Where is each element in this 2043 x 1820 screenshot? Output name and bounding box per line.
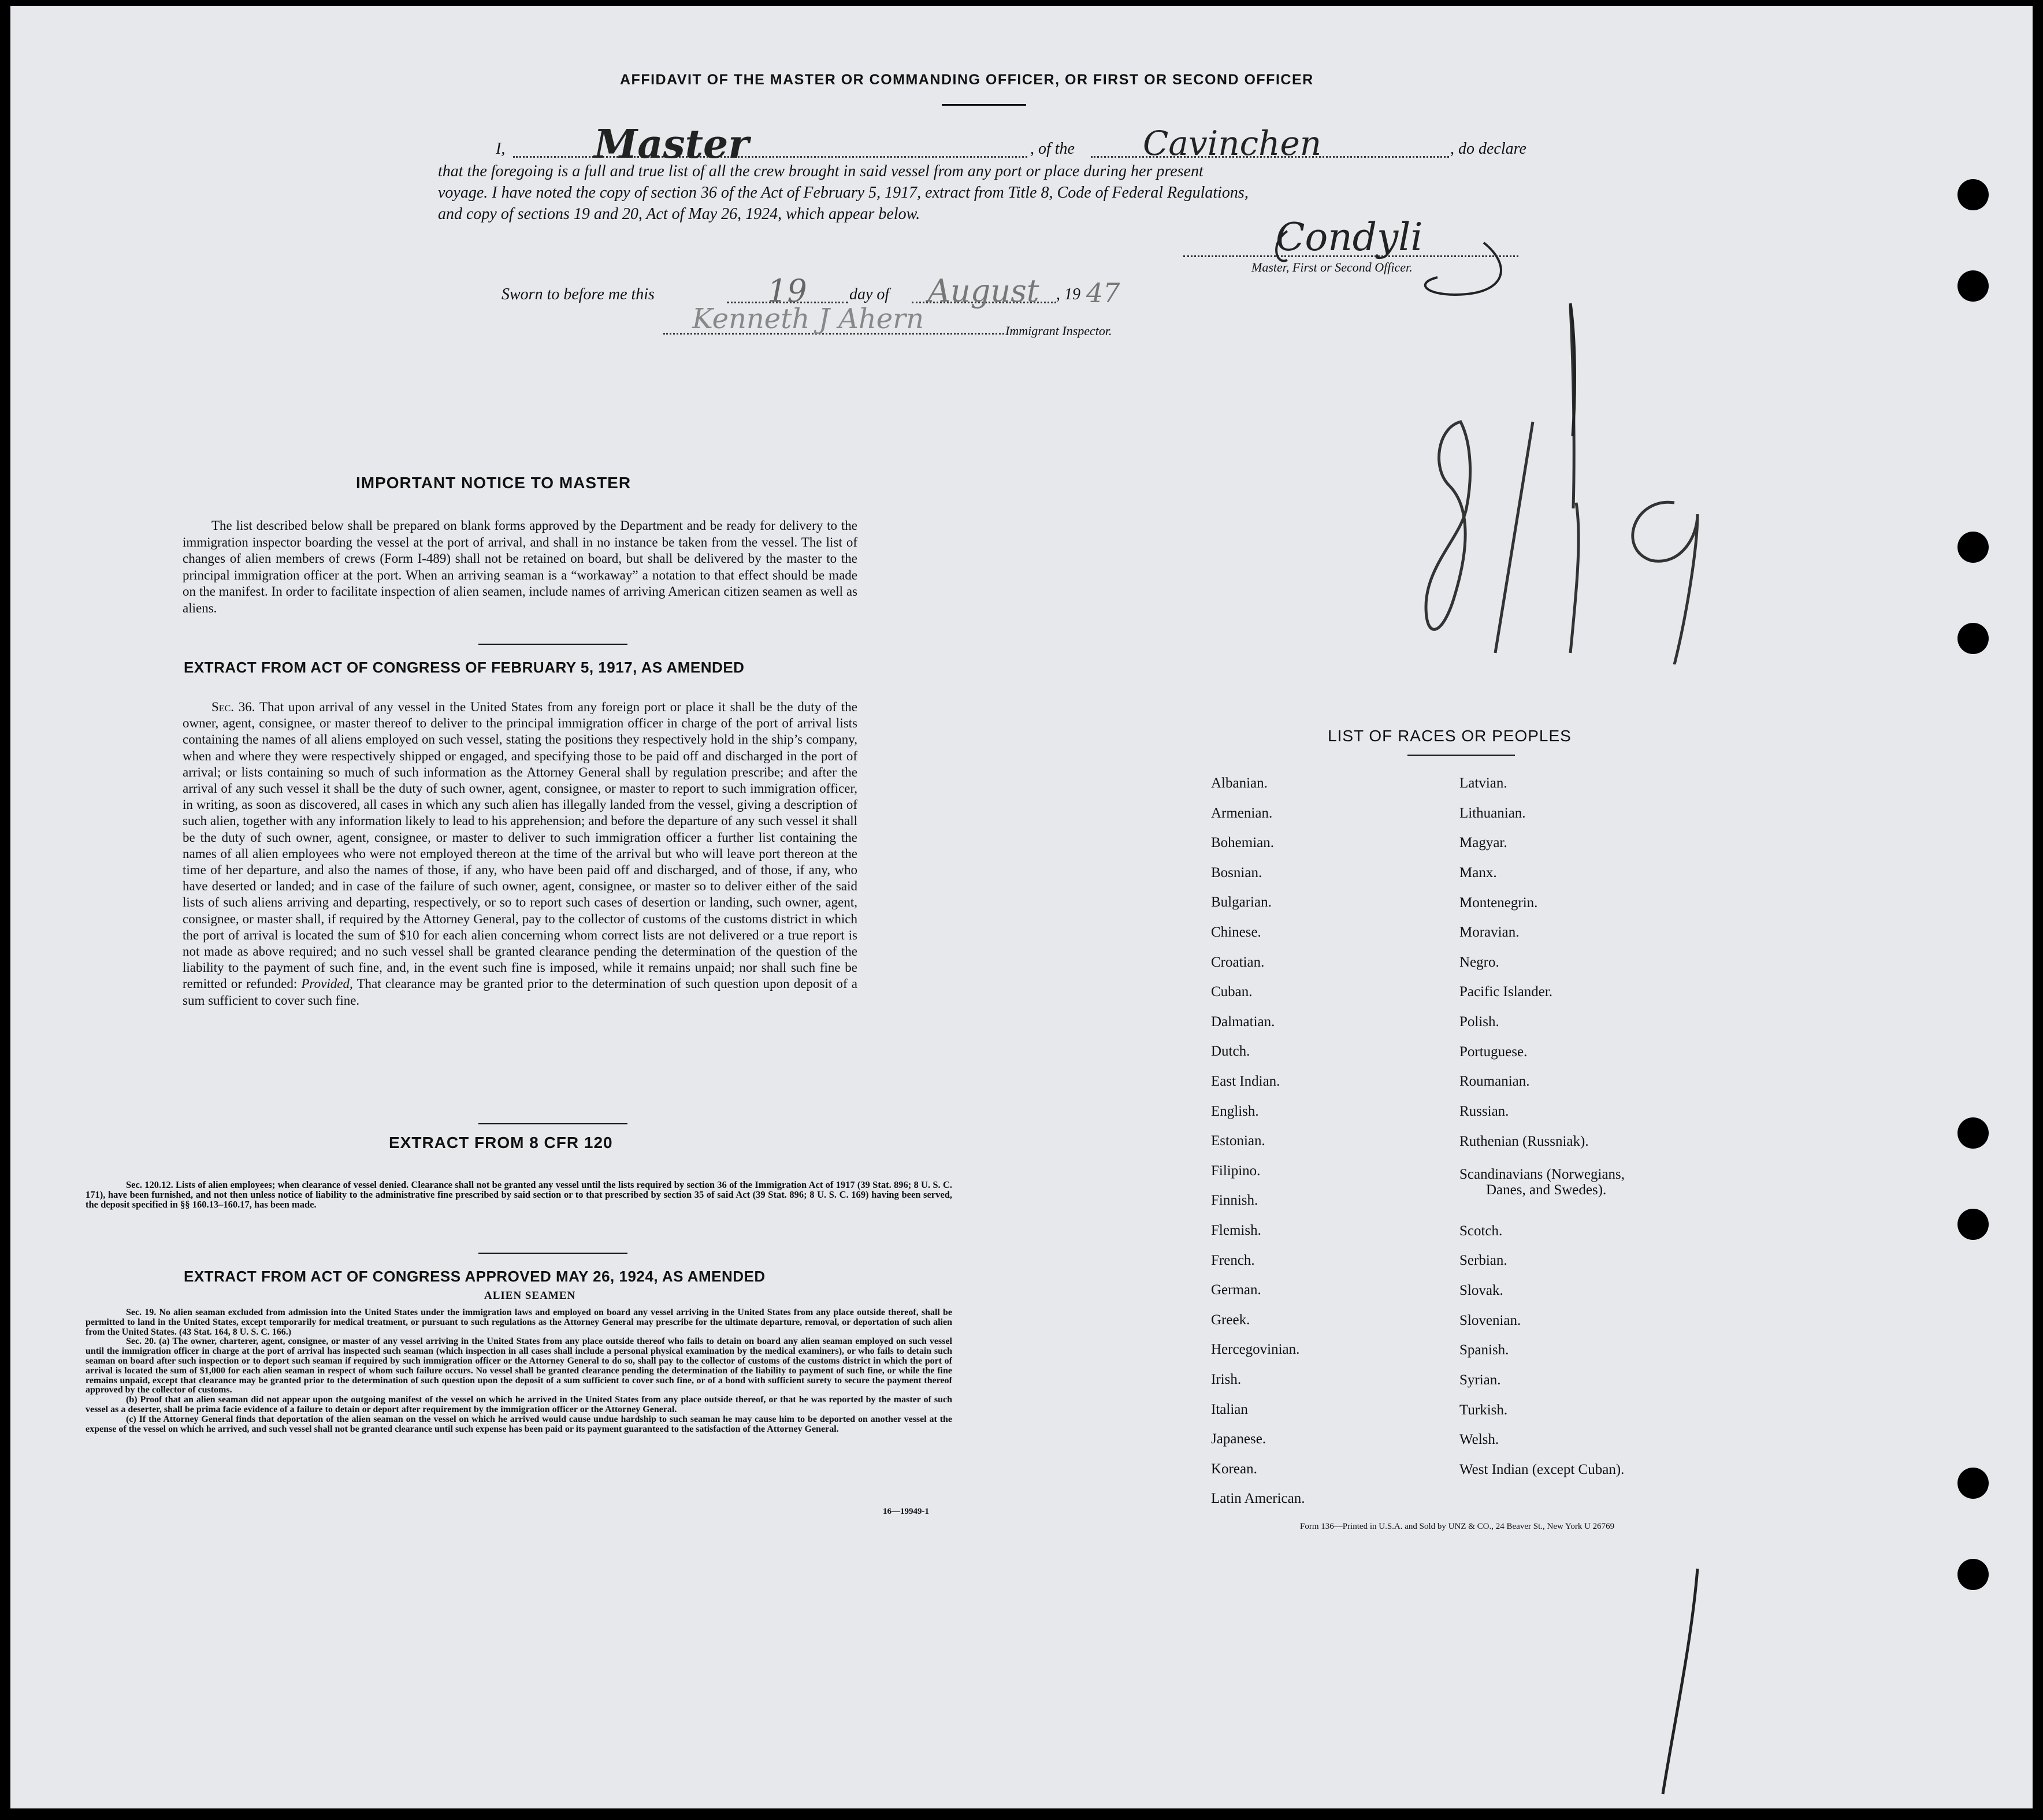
race-item: Syrian. <box>1459 1372 1501 1388</box>
pen-stroke <box>1657 1566 1703 1797</box>
year-prefix-label: , 19 <box>1056 285 1080 303</box>
race-item: Slovak. <box>1459 1283 1503 1298</box>
race-item: Dutch. <box>1211 1043 1250 1060</box>
punch-hole <box>1957 1117 1989 1149</box>
race-item: Welsh. <box>1459 1432 1499 1447</box>
punch-hole <box>1957 270 1989 302</box>
inspector-caption: Immigrant Inspector. <box>1005 324 1112 338</box>
vessel-name-handwritten: Cavinchen <box>1143 124 1322 163</box>
form-code: 16—19949-1 <box>883 1507 929 1516</box>
extract-1924-body <box>86 1308 952 1434</box>
sec-20b-paragraph: (b) Proof that an alien seaman did not appear upon the outgoing manifest of the vessel on which he arrived in the United States from any place outside thereof, or that he was reported by the master of such vessel as a deserter, shall be prima facie evidence of a failure to detain or deport after requirement by the immigration officer or the Attorney General. <box>86 1395 952 1414</box>
race-item: Dalmatian. <box>1211 1013 1275 1030</box>
punch-hole <box>1957 1468 1989 1499</box>
affidavit-body-line: voyage. I have noted the copy of section 36 of the Act of February 5, 1917, extract from Title 8, Code of Federal Regulations, <box>438 184 1249 202</box>
master-name-line <box>513 156 1027 158</box>
sworn-year-handwritten: 47 <box>1086 277 1120 309</box>
race-item: Bulgarian. <box>1211 894 1272 911</box>
races-divider <box>1407 755 1515 756</box>
race-item: Danes, and Swedes). <box>1486 1182 1607 1198</box>
day-of-label: day of <box>849 285 890 303</box>
race-item: Montenegrin. <box>1459 895 1538 911</box>
affidavit-title: AFFIDAVIT OF THE MASTER OR COMMANDING OFFICER, OR FIRST OR SECOND OFFICER <box>620 72 1314 88</box>
punch-hole <box>1957 179 1989 210</box>
race-item: Magyar. <box>1459 835 1507 850</box>
race-item: Spanish. <box>1459 1342 1509 1358</box>
cfr-sec-text: Clearance shall not be granted any vessel until the lists required by section 36 of the Immigration Act of 1917 (39 Stat. 896; 8 U. S. C. 171), have been furnished, and not then unless notice of liability to the administrative fine prescribed by said section or to that prescribed by section 35 of said Act (39 Stat. 896; 8 U. S. C. 169) having been served, the deposit specified in §§ 160.13–160.17, has been made. <box>86 1179 952 1210</box>
punch-hole <box>1957 1559 1989 1590</box>
document-page <box>10 6 2033 1808</box>
race-item: Armenian. <box>1211 805 1273 821</box>
race-item: Moravian. <box>1459 924 1520 940</box>
race-item: Portuguese. <box>1459 1044 1528 1060</box>
extract-1924-subtitle: ALIEN SEAMEN <box>484 1290 576 1302</box>
extract-1917-divider <box>478 1123 627 1124</box>
race-item: Japanese. <box>1211 1431 1266 1447</box>
races-title: LIST OF RACES OR PEOPLES <box>1328 727 1572 745</box>
race-item: Korean. <box>1211 1461 1257 1477</box>
race-item: Manx. <box>1459 865 1497 881</box>
race-item: Latvian. <box>1459 775 1507 791</box>
declarant-prefix: I, <box>496 140 506 158</box>
race-item: Albanian. <box>1211 775 1268 791</box>
race-item: French. <box>1211 1252 1255 1268</box>
of-the-label: , of the <box>1030 140 1075 158</box>
sec-20c-paragraph: (c) If the Attorney General finds that deportation of the alien seaman on the vessel on which he arrived would cause undue hardship to such seaman he may cause him to be deported on another vessel at the expense of the vessel on which he arrived, and such vessel shall not be granted clearance until such expense has been paid or its payment guaranteed to the satisfaction of the Attorney General. <box>86 1414 952 1434</box>
race-item: Negro. <box>1459 954 1499 970</box>
sec-19-paragraph: Sec. 19. No alien seaman excluded from admission into the United States under the immigration laws and employed on board any vessel arriving in the United States from any place outside thereof, shall be permitted to land in the United States, except temporarily for medical treatment, or pursuant to such regulations as the Attorney General may prescribe for the ultimate departure, removal, or deportation of such alien from the United States. (43 Stat. 164, 8 U. S. C. 166.) <box>86 1308 952 1337</box>
race-item: Cuban. <box>1211 984 1253 1000</box>
do-declare-label: , do declare <box>1450 140 1526 158</box>
race-item: Italian <box>1211 1401 1248 1417</box>
race-item: Pacific Islander. <box>1459 984 1553 1000</box>
race-item: Chinese. <box>1211 924 1261 940</box>
affidavit-body-line: that the foregoing is a full and true list of all the crew brought in said vessel from any port or place during her present <box>438 162 1203 180</box>
sworn-label: Sworn to before me this <box>502 285 655 303</box>
title-divider <box>942 104 1026 106</box>
race-item: Bosnian. <box>1211 864 1262 881</box>
race-item: Serbian. <box>1459 1253 1507 1268</box>
punch-hole <box>1957 623 1989 654</box>
cfr-sec-label: Sec. 120.12. Lists of alien employees; when clearance of vessel denied. <box>126 1179 409 1190</box>
race-item: Greek. <box>1211 1312 1250 1328</box>
race-item: Slovenian. <box>1459 1313 1521 1328</box>
race-item: Filipino. <box>1211 1162 1261 1179</box>
race-item: Bohemian. <box>1211 835 1275 851</box>
race-item: West Indian (except Cuban). <box>1459 1462 1625 1477</box>
extract-1917-body <box>183 699 857 1009</box>
race-item: Ruthenian (Russniak). <box>1459 1134 1589 1149</box>
declarant-name-handwritten: Master <box>594 121 749 168</box>
cfr-body <box>86 1180 952 1209</box>
race-item: Irish. <box>1211 1372 1242 1387</box>
extract-1924-title: EXTRACT FROM ACT OF CONGRESS APPROVED MAY 26, 1924, AS AMENDED <box>184 1268 766 1285</box>
sec-36-text: That upon arrival of any vessel in the United States from any foreign port or place it shall be the duty of the owner, agent, consignee, or master thereof to deliver to the principal immigration officer in charge of the port of arrival lists containing the names of all aliens employed on such vessel, stating the positions they respectively hold in the ship’s company, when and where they were respectively shipped or engaged, and specifying those to be paid off and discharged in the port of arrival; or lists containing so much of such information as the Attorney General shall by regulation prescribe; and after the arrival of any such vessel it shall be the duty of such owner, agent, consignee, or master to report to such immigration officer, in writing, as soon as discovered, all cases in which any such alien has illegally landed from the vessel, giving a description of such alien, together with any information likely to lead to his apprehension; and before the departure of any such vessel it shall be the duty of such owner, agent, consignee, or master to deliver to such immigration officer a further list containing the names of all alien employees who were not employed thereon at the time of the arrival but who will leave port thereon at the time of her departure, and also the names of those, if any, who have been paid off and discharged, and of those, if any, who have deserted or landed; and in case of the failure of such owner, agent, consignee, or master so to deliver either of the said lists of such aliens arriving and departing, respectively, or so to report such cases of desertion or landing, such owner, agent, consignee, or master shall, if required by the Attorney General, pay to the collector of customs of the customs district in which the port of arrival is located the sum of $10 for each alien concerning whom correct lists are not delivered or a true report is not made as above required; and no such vessel shall be granted clearance pending the determination of the question of the liability to the payment of such fine, and, in the event such fine is imposed, while it remains unpaid; nor shall such fine be remitted or refunded: <box>183 700 857 991</box>
race-item: Roumanian. <box>1459 1074 1530 1089</box>
cfr-divider <box>478 1253 627 1254</box>
punch-hole <box>1957 532 1989 563</box>
race-item: Scotch. <box>1459 1223 1503 1239</box>
notice-divider <box>478 644 627 645</box>
sec-20a-paragraph: Sec. 20. (a) The owner, charterer, agent, consignee, or master of any vessel arriving in the United States from any place outside thereof who fails to detain on board any alien seaman employed on such vessel until the immigration officer in charge at the port of arrival has inspected such seaman (which inspection in all cases shall include a personal physical examination by the medical examiners), or who fails to detain such seaman on board after such inspection or to deport such seaman if required by such immigration officer or the Attorney General to do so, shall pay to the collector of customs of the customs district in which the port of arrival is located the sum of $1,000 for each alien seaman in respect of whom such failure occurs. No vessel shall be granted clearance pending the determination of the liability to payment of such fine, or while the fine remains unpaid, except that clearance may be granted prior to the determination of such question upon the deposit of a sum sufficient to cover such fine, or of a bond with sufficient surety to secure the payment thereof approved by the collector of customs. <box>86 1336 952 1395</box>
sworn-month-handwritten: August <box>928 273 1039 309</box>
race-item: Estonian. <box>1211 1133 1265 1149</box>
race-item: Polish. <box>1459 1014 1499 1030</box>
race-item: East Indian. <box>1211 1074 1280 1089</box>
race-item: Lithuanian. <box>1459 805 1526 821</box>
race-item: German. <box>1211 1282 1261 1298</box>
race-item: Scandinavians (Norwegians, <box>1459 1167 1625 1182</box>
race-item: Turkish. <box>1459 1402 1508 1418</box>
inspector-signature: Kenneth J Ahern <box>692 303 924 335</box>
race-item: Latin American. <box>1211 1491 1305 1507</box>
sec-36-label: Sec. 36. <box>211 700 255 714</box>
pen-stroke <box>1565 300 1588 439</box>
punch-hole <box>1957 1209 1989 1240</box>
provided-word: Provided, <box>301 976 353 991</box>
race-item: Hercegovinian. <box>1211 1342 1300 1358</box>
affidavit-body-line: and copy of sections 19 and 20, Act of May 26, 1924, which appear below. <box>438 205 920 223</box>
notice-title: IMPORTANT NOTICE TO MASTER <box>356 474 632 492</box>
notice-body: The list described below shall be prepared on blank forms approved by the Department and be ready for delivery to the immigration inspector boarding the vessel at the port of arrival, and shall in no instance be taken from the vessel. The list of changes of alien members of crews (Form I-489) shall not be retained on board, but shall be delivered by the master to the principal immigration officer at the port. When an arriving seaman is a “workaway” a notation to that effect should be made on the manifest. In order to facilitate inspection of alien seamen, include names of arriving American citizen seamen as well as aliens. <box>183 518 857 615</box>
sworn-day-handwritten: 19 <box>767 273 807 309</box>
race-item: Flemish. <box>1211 1223 1261 1238</box>
master-signature: Condyli <box>1276 215 1423 259</box>
race-item: Russian. <box>1459 1104 1509 1119</box>
master-signature-caption: Master, First or Second Officer. <box>1251 260 1413 274</box>
race-item: English. <box>1211 1103 1259 1119</box>
cfr-title: EXTRACT FROM 8 CFR 120 <box>389 1134 613 1152</box>
form-footer: Form 136—Printed in U.S.A. and Sold by UNZ & CO., 24 Beaver St., New York U 26769 <box>1300 1522 1615 1531</box>
race-item: Finnish. <box>1211 1193 1258 1209</box>
sec-36-tail: That clearance may be granted prior to the determination of such question upon deposit of a sum sufficient to cover such fine. <box>183 976 857 1008</box>
extract-1917-title: EXTRACT FROM ACT OF CONGRESS OF FEBRUARY 5, 1917, AS AMENDED <box>184 659 745 676</box>
race-item: Croatian. <box>1211 954 1265 970</box>
